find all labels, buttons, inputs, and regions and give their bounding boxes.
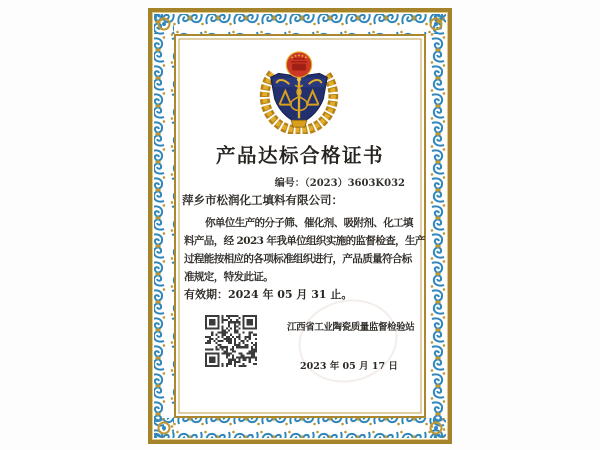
body-line: 准规定，特发此证。: [184, 271, 274, 283]
serial-number: 编号：（2023）3603K032: [274, 178, 405, 189]
issuer-name: 江西省工业陶瓷质量监督检验站: [287, 322, 415, 333]
issue-date: 2023 年 05 月 17 日: [300, 361, 398, 372]
certificate-body: [184, 214, 425, 286]
certificate: [148, 8, 452, 444]
body-line: 过程能按相应的各项标准组织进行，产品质量符合标: [184, 253, 412, 265]
body-line: 你单位生产的分子筛、催化剂、吸附剂、化工填: [205, 217, 413, 229]
quality-supervision-badge-icon: [259, 48, 339, 134]
recipient-company: 萍乡市松润化工填料有限公司：: [182, 193, 343, 207]
certificate-title: 产品达标合格证书: [215, 144, 384, 167]
validity-line: 有效期：2024 年 05 月 31 止。: [184, 288, 353, 301]
body-line: 料产品，经 2023 年我单位组织实施的监督检查，生产: [184, 235, 425, 247]
qr-code: [205, 315, 257, 367]
